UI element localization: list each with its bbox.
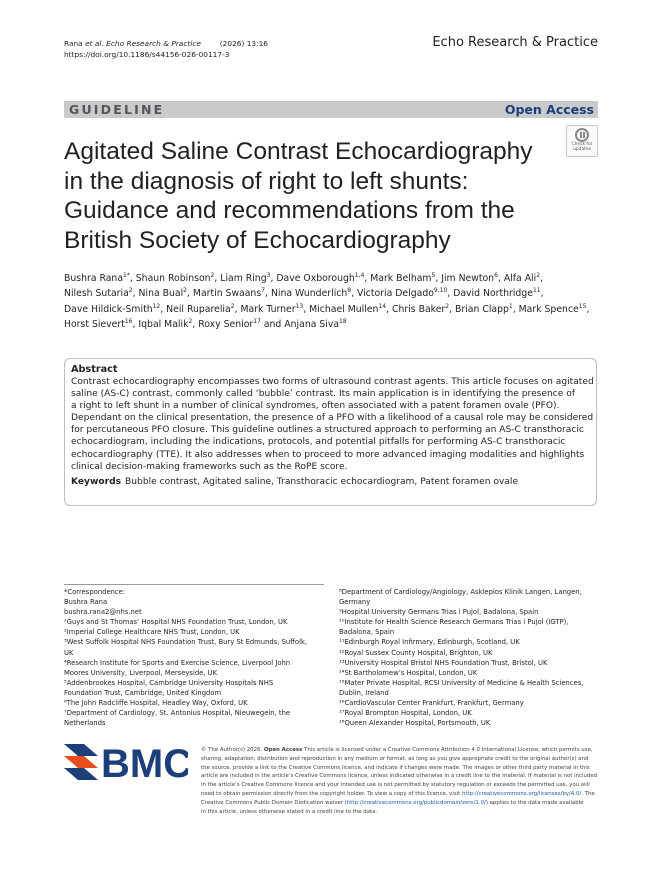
author-affiliation: 11 bbox=[532, 287, 541, 295]
article-type: GUIDELINE bbox=[69, 102, 165, 117]
abstract-line: saline (AS-C) contrast, commonly called ‘bubble’ contrast. Its main application is in identifying the presence of bbox=[71, 389, 576, 400]
author-name[interactable]: Victoria Delgado bbox=[357, 288, 434, 300]
article-title bbox=[64, 137, 564, 255]
footnote-line: ³West Suffolk Hospital NHS Foundation Trust, Bury St Edmunds, Suffolk, bbox=[64, 638, 308, 647]
author-name[interactable]: Anjana Siva bbox=[284, 318, 340, 330]
author-line: Bushra Rana$^{1*}$, Shaun Robinson$^2$, Liam Ring$^3$, Dave Oxborough$^{1,4}$, Mark Belham$^5$, Jim Newton$^6$, Alfa Ali$^2$, bbox=[64, 272, 544, 284]
author-affiliation: 18 bbox=[339, 317, 347, 325]
author-name[interactable]: Roxy Senior bbox=[198, 318, 254, 330]
footnote-line: ¹⁷Royal Brompton Hospital, London, UK bbox=[339, 709, 472, 718]
header-author: Rana bbox=[64, 39, 83, 48]
title-line: in the diagnosis of right to left shunts: bbox=[64, 167, 469, 195]
author-affiliation: 16 bbox=[124, 317, 133, 325]
author-affiliation: 1,4 bbox=[354, 272, 365, 279]
header-doi[interactable]: https://doi.org/10.1186/s44156-026-00117-3 bbox=[64, 50, 230, 59]
author-name[interactable]: Dave Oxborough bbox=[276, 273, 355, 284]
title-line: Agitated Saline Contrast Echocardiography bbox=[64, 138, 533, 165]
author-affiliation: 2 bbox=[230, 302, 235, 310]
author-affiliation: 9,10 bbox=[433, 287, 448, 295]
author-name[interactable]: Horst Sievert bbox=[64, 318, 125, 330]
license-text bbox=[201, 746, 599, 816]
footnote-line: ¹¹Edinburgh Royal Infirmary, Edinburgh, Scotland, UK bbox=[339, 638, 520, 647]
abstract-line: echocardiography (TTE). It also addresses when to proceed to more advanced imaging modalities and highlights bbox=[71, 449, 585, 460]
license-line: in this article, unless otherwise stated in a credit line to the data. bbox=[201, 808, 378, 815]
author-name[interactable]: Nina Bual bbox=[138, 288, 184, 300]
author-name[interactable]: Neil Ruparelia bbox=[166, 303, 231, 315]
running-header bbox=[64, 38, 268, 60]
header-et-al: et al. bbox=[85, 39, 104, 48]
author-affiliation: 2 bbox=[188, 317, 193, 325]
footnote-line: ¹²Royal Sussex County Hospital, Brighton, UK bbox=[339, 648, 493, 657]
author-name[interactable]: Iqbal Malik bbox=[138, 318, 189, 330]
abstract-line: echocardiogram, including the indications, protocols, and potential pitfalls for performing AS-C transthoracic bbox=[71, 437, 566, 448]
footnote-line: ¹⁵Mater Private Hospital, RCSI University of Medicine & Health Sciences, bbox=[339, 678, 584, 687]
keywords bbox=[71, 476, 590, 488]
author-affiliation: 7 bbox=[261, 287, 266, 295]
license-line: the source, provide a link to the Creative Commons licence, and indicate if changes were made. The images or other third party material in this bbox=[201, 764, 590, 771]
footnote-line: ¹⁸Queen Alexander Hospital, Portsmouth, UK bbox=[339, 719, 491, 728]
title-line: Guidance and recommendations from the bbox=[64, 197, 515, 224]
header-year-volume: (2026) 13:16 bbox=[219, 39, 268, 48]
author-name[interactable]: Bushra Rana bbox=[64, 273, 124, 284]
author-affiliation: 5 bbox=[431, 272, 436, 279]
author-line: Horst Sievert$^{16}$, Iqbal Malik$^2$, Roxy Senior$^{17}$ and Anjana Siva$^{18}$ bbox=[64, 317, 347, 330]
footnote-line: ⁷Department of Cardiology, St. Antonius Hospital, Nieuwegein, the bbox=[64, 709, 291, 718]
footnote-line: ⁹Hospital University Germans Trias i Pujol, Badalona, Spain bbox=[339, 608, 539, 617]
footnote-line: Dublin, Ireland bbox=[339, 688, 389, 697]
author-name[interactable]: Mark Spence bbox=[518, 303, 579, 315]
footnote-line: Foundation Trust, Cambridge, United Kingdom bbox=[64, 688, 222, 697]
license-line: This article is licensed under a Creative Commons Attribution 4.0 International License, which permits use, bbox=[304, 747, 593, 753]
footnote-line: Badalona, Spain bbox=[339, 628, 395, 637]
footnote-line: *Correspondence: bbox=[64, 588, 126, 596]
author-affiliation: 12 bbox=[152, 302, 161, 310]
abstract-line: Dependant on the clinical presentation, the presence of a PFO with a likelihood of a causal role may be considered bbox=[71, 413, 594, 424]
footnote-line: ¹Guys and St Thomas’ Hospital NHS Foundation Trust, London, UK bbox=[64, 618, 288, 627]
license-line: in the article’s Creative Commons licence and your intended use is not permitted by statutory regulation or exceeds the permitted use, you will bbox=[201, 782, 590, 789]
author-name[interactable]: Nilesh Sutaria bbox=[64, 288, 129, 300]
author-affiliation: 17 bbox=[253, 317, 261, 325]
author-name[interactable]: Martin Swaans bbox=[192, 288, 262, 300]
author-name[interactable]: David Northridge bbox=[453, 288, 533, 300]
abstract-line: a right to left shunt in a number of clinical syndromes, often associated with a patent foramen ovale (PFO). bbox=[71, 401, 560, 412]
author-affiliation: 2 bbox=[183, 287, 187, 295]
bmc-logo[interactable] bbox=[64, 742, 188, 782]
license-line: Creative Commons Public Domain Dedication waiver ( bbox=[201, 799, 347, 806]
license-line: . The bbox=[581, 790, 595, 797]
abstract-heading: Abstract bbox=[71, 364, 118, 375]
footnote-line: Netherlands bbox=[64, 719, 106, 728]
author-name[interactable]: Michael Mullen bbox=[309, 303, 379, 315]
license-line: ) applies to the data made available bbox=[485, 799, 584, 806]
open-access-label: Open Access bbox=[504, 102, 594, 117]
footnote-line: ⁵Addenbrookes Hospital, Cambridge University Hospitals NHS bbox=[64, 678, 274, 687]
author-name[interactable]: Mark Turner bbox=[240, 303, 296, 315]
author-affiliation: 2 bbox=[536, 272, 541, 279]
author-affiliation: 2 bbox=[210, 272, 215, 279]
bmc-logo-icon bbox=[64, 742, 188, 782]
author-name[interactable]: Brian Clapp bbox=[455, 303, 509, 315]
author-list bbox=[64, 271, 604, 332]
journal-name: Echo Research & Practice bbox=[432, 35, 598, 50]
badge-line-2: updates bbox=[573, 147, 591, 152]
author-affiliation: 3 bbox=[266, 272, 271, 279]
license-open-access: Open Access bbox=[263, 747, 303, 753]
abstract-line: for percutaneous PFO closure. This guideline outlines a structured approach to performing an AS-C transthoracic bbox=[71, 425, 584, 436]
check-for-updates-badge[interactable] bbox=[566, 125, 598, 157]
author-affiliation: 1* bbox=[123, 272, 130, 279]
author-name[interactable]: Alfa Ali bbox=[503, 273, 537, 284]
abstract-line: clinical decision-making frameworks such as the RoPE score. bbox=[71, 461, 348, 472]
license-line: article are included in the article’s Creative Commons licence, unless indicated otherwise in a credit line to the material. If material is not included bbox=[201, 773, 598, 780]
footnote-line: ¹⁰Institute for Health Science Research Germans Trias i Pujol (IGTP), bbox=[339, 618, 569, 627]
author-name[interactable]: Jim Newton bbox=[441, 273, 495, 284]
cc-zero-link[interactable]: http://creativecommons.org/publicdomain/zero/1.0/ bbox=[346, 799, 486, 806]
author-name[interactable]: Shaun Robinson bbox=[135, 273, 211, 284]
footnote-line[interactable]: bushra.rana2@nhs.net bbox=[64, 608, 142, 617]
footnote-line: ⁶The John Radcliffe Hospital, Headley Way, Oxford, UK bbox=[64, 699, 248, 708]
footnote-line: Moores University, Liverpool, Merseyside, UK bbox=[64, 668, 218, 677]
badge-line-1: Check for bbox=[571, 142, 593, 147]
author-affiliation: 2 bbox=[128, 287, 133, 295]
author-line: Dave Hildick-Smith$^{12}$, Neil Ruparelia$^2$, Mark Turner$^{13}$, Michael Mullen$^{14}$, Chris Baker$^2$, Brian Clapp$^1$, Mark Spence$^{15}$, bbox=[64, 302, 590, 315]
footnote-line: ¹⁴St Bartholomew’s Hospital, London, UK bbox=[339, 668, 478, 677]
abstract-body bbox=[71, 376, 594, 473]
title-line: British Society of Echocardiography bbox=[64, 226, 451, 254]
footnote-line: ¹⁶CardioVascular Center Frankfurt, Frankfurt, Germany bbox=[339, 699, 524, 708]
copyright: © The Author(s) 2026. bbox=[201, 747, 263, 753]
author-affiliation: 6 bbox=[494, 272, 498, 279]
footnotes-right bbox=[339, 587, 599, 728]
abstract-box bbox=[64, 358, 597, 506]
header-journal: Echo Research & Practice bbox=[106, 39, 201, 48]
footnote-line: ¹³University Hospital Bristol NHS Foundation Trust, Bristol, UK bbox=[339, 658, 548, 667]
author-name[interactable]: Nina Wunderlich bbox=[270, 288, 348, 300]
footnote-line: ⁴Research Institute for Sports and Exercise Science, Liverpool John bbox=[64, 658, 291, 667]
author-line: Nilesh Sutaria$^2$, Nina Bual$^2$, Martin Swaans$^7$, Nina Wunderlich$^8$, Victoria Delgado$^{9,10}$, David Northridge$^{11}$, bbox=[64, 287, 544, 300]
keywords-label: Keywords bbox=[71, 476, 122, 487]
abstract-line: Contrast echocardiography encompasses two forms of ultrasound contrast agents. This article focuses on agitated bbox=[71, 377, 594, 387]
footnote-line: ²Imperial College Healthcare NHS Trust, London, UK bbox=[64, 628, 240, 637]
author-name[interactable]: Dave Hildick-Smith bbox=[64, 303, 153, 315]
author-name[interactable]: Liam Ring bbox=[220, 273, 267, 284]
logo-text: BMC bbox=[101, 742, 188, 782]
author-affiliation: 8 bbox=[347, 287, 352, 295]
footnote-line: ⁸Department of Cardiology/Angiology, Asklepios Klinik Langen, Langen, bbox=[339, 588, 582, 596]
cc-by-link[interactable]: http://creativecommons.org/licenses/by/4.0/ bbox=[462, 790, 582, 797]
author-affiliation: 1 bbox=[508, 302, 513, 310]
author-affiliation: 15 bbox=[578, 302, 587, 310]
footnote-line: UK bbox=[64, 648, 74, 657]
author-name[interactable]: Mark Belham bbox=[370, 273, 432, 284]
author-affiliation: 2 bbox=[445, 302, 450, 310]
license-line: sharing, adaptation, distribution and reproduction in any medium or format, as long as you give appropriate credit to the original author(s) and bbox=[201, 755, 589, 762]
author-name[interactable]: Chris Baker bbox=[391, 303, 446, 315]
footnote-divider bbox=[64, 584, 324, 585]
footnote-line: Bushra Rana bbox=[64, 598, 108, 607]
author-affiliation: 13 bbox=[295, 302, 304, 310]
article-type-banner bbox=[64, 101, 598, 118]
author-affiliation: 14 bbox=[378, 302, 387, 310]
keywords-text: Bubble contrast, Agitated saline, Transthoracic echocardiogram, Patent foramen ovale bbox=[125, 476, 519, 487]
footnote-line: Germany bbox=[339, 598, 371, 607]
check-for-updates-icon bbox=[575, 128, 589, 142]
license-line: need to obtain permission directly from the copyright holder. To view a copy of this licence, visit bbox=[201, 790, 461, 797]
footnotes-left bbox=[64, 587, 324, 728]
